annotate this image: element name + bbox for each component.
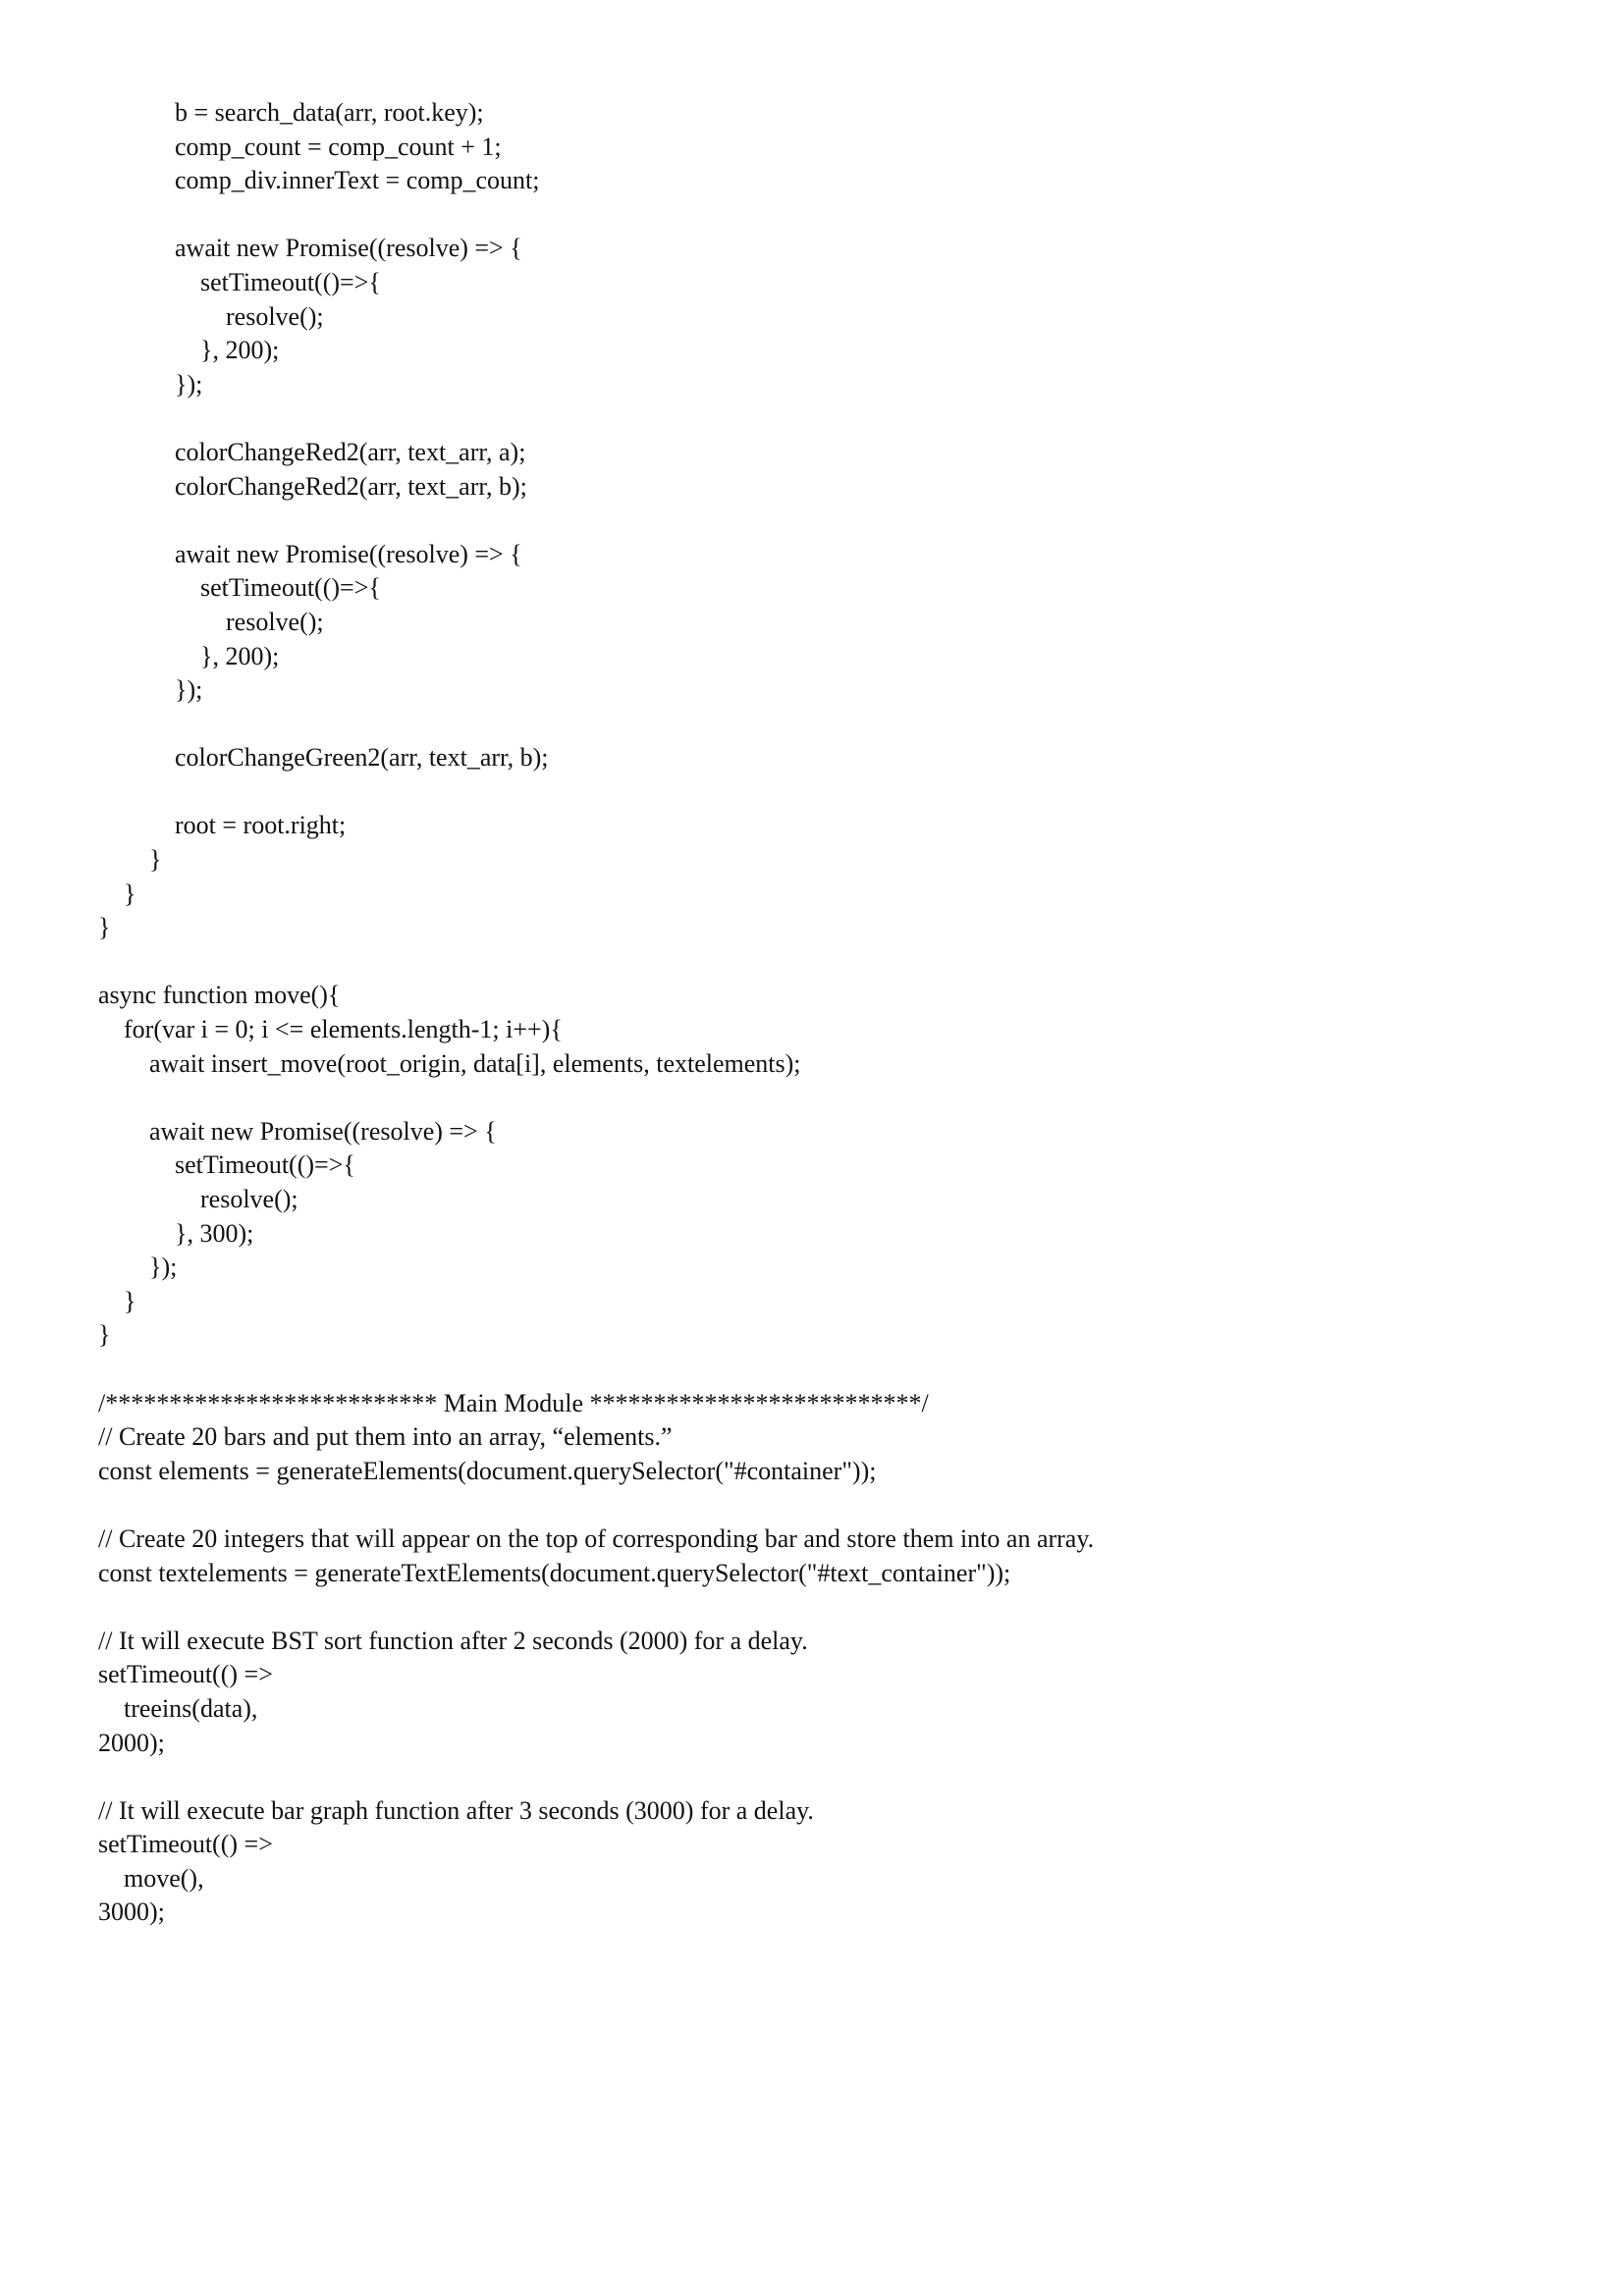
blank-line	[98, 401, 1532, 436]
code-line: }, 200);	[98, 641, 280, 670]
code-line: await insert_move(root_origin, data[i], elements, textelements);	[98, 1048, 801, 1078]
code-line: const textelements = generateTextElements(document.querySelector("#text_container"));	[98, 1558, 1011, 1587]
blank-line	[98, 708, 1532, 742]
code-line: comp_count = comp_count + 1;	[98, 132, 502, 161]
code-line: colorChangeRed2(arr, text_arr, b);	[98, 471, 527, 501]
code-line: setTimeout(() =>	[98, 1830, 273, 1859]
code-line: await new Promise((resolve) => {	[98, 234, 522, 263]
code-line: move(),	[98, 1863, 204, 1893]
code-line: b = search_data(arr, root.key);	[98, 98, 484, 127]
code-line: });	[98, 675, 203, 705]
blank-line	[98, 504, 1532, 538]
code-line: }	[98, 1320, 111, 1350]
blank-line	[98, 1353, 1532, 1387]
code-line: /************************** Main Module **************************/	[98, 1388, 929, 1417]
code-line: });	[98, 1253, 178, 1282]
code-line: treeins(data),	[98, 1693, 258, 1723]
code-line: resolve();	[98, 301, 324, 331]
code-line: }, 300);	[98, 1218, 254, 1248]
code-line: setTimeout(()=>{	[98, 267, 381, 296]
code-line: comp_div.innerText = comp_count;	[98, 166, 540, 195]
blank-line	[98, 1760, 1532, 1794]
code-line: }	[98, 913, 111, 942]
code-line: // It will execute BST sort function after 2 seconds (2000) for a delay.	[98, 1626, 808, 1655]
code-line: }, 200);	[98, 336, 280, 365]
code-line: setTimeout(() =>	[98, 1660, 273, 1689]
code-line: await new Promise((resolve) => {	[98, 1116, 497, 1146]
code-line: async function move(){	[98, 981, 341, 1010]
code-line: const elements = generateElements(document.querySelector("#container"));	[98, 1456, 877, 1485]
blank-line	[98, 775, 1532, 810]
blank-line	[98, 945, 1532, 980]
code-line: });	[98, 369, 203, 399]
code-line: 3000);	[98, 1897, 165, 1927]
blank-line	[98, 1590, 1532, 1625]
code-listing	[98, 96, 1532, 1930]
blank-line	[98, 1081, 1532, 1115]
code-line: // Create 20 integers that will appear on the top of corresponding bar and store them into an array.	[98, 1523, 1095, 1553]
code-line: resolve();	[98, 607, 324, 636]
code-line: setTimeout(()=>{	[98, 1150, 355, 1180]
code-line: }	[98, 879, 136, 908]
blank-line	[98, 198, 1532, 233]
code-line: resolve();	[98, 1185, 298, 1213]
code-line: setTimeout(()=>{	[98, 573, 381, 603]
code-line: colorChangeGreen2(arr, text_arr, b);	[98, 743, 549, 773]
code-line: // Create 20 bars and put them into an array, “elements.”	[98, 1422, 673, 1452]
code-line: colorChangeRed2(arr, text_arr, a);	[98, 437, 526, 466]
code-line: await new Promise((resolve) => {	[98, 539, 522, 568]
code-line: for(var i = 0; i <= elements.length-1; i++){	[98, 1015, 563, 1044]
code-line: // It will execute bar graph function after 3 seconds (3000) for a delay.	[98, 1795, 814, 1825]
code-line: root = root.right;	[98, 811, 347, 840]
blank-line	[98, 1488, 1532, 1522]
code-line: }	[98, 1286, 136, 1315]
code-line: }	[98, 845, 162, 875]
code-line: 2000);	[98, 1728, 165, 1757]
